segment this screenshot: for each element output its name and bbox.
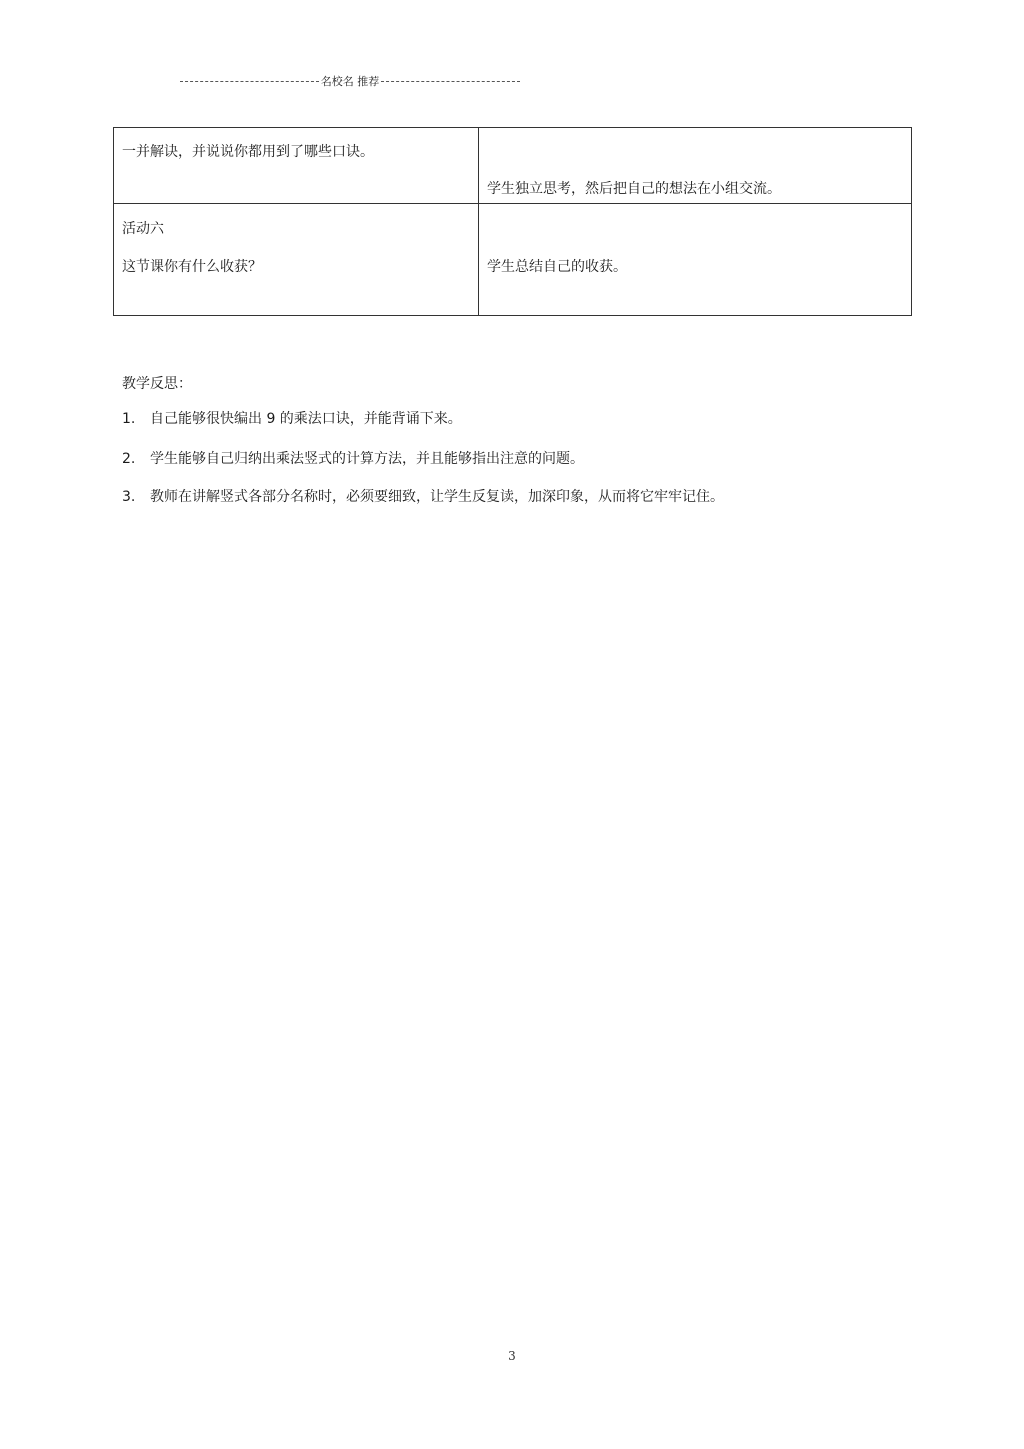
header-text: 名校名 推荐 [320,75,380,88]
list-item [122,408,462,428]
list-item [122,486,724,506]
list-item-text: 自己能够很快编出 9 的乘法口诀，并能背诵下来。 [150,411,462,427]
cell-text: 学生独立思考，然后把自己的想法在小组交流。 [487,181,781,197]
cell-text: 学生总结自己的收获。 [487,259,627,275]
page-header [180,73,520,89]
reflection-title: 教学反思： [122,376,192,392]
lesson-table [113,127,912,316]
header-dash-left [180,81,319,82]
list-item-number: 2. [122,451,136,467]
list-item-number: 3. [122,489,136,505]
table-row [114,204,912,316]
list-item [122,448,584,468]
table-row [114,128,912,204]
cell-text: 这节课你有什么收获？ [122,259,262,275]
table-cell-right [479,128,912,204]
table-cell-right [479,204,912,316]
cell-text: 一并解诀，并说说你都用到了哪些口诀。 [122,144,374,160]
page-number: 3 [508,1349,516,1363]
activity-label: 活动六 [122,221,164,237]
table-cell-left [114,204,479,316]
list-item-text: 教师在讲解竖式各部分名称时，必须要细致，让学生反复读，加深印象，从而将它牢牢记住。 [150,489,724,505]
table-cell-left [114,128,479,204]
list-item-number: 1. [122,411,136,427]
header-dash-right [381,81,520,82]
list-item-text: 学生能够自己归纳出乘法竖式的计算方法，并且能够指出注意的问题。 [150,451,584,467]
